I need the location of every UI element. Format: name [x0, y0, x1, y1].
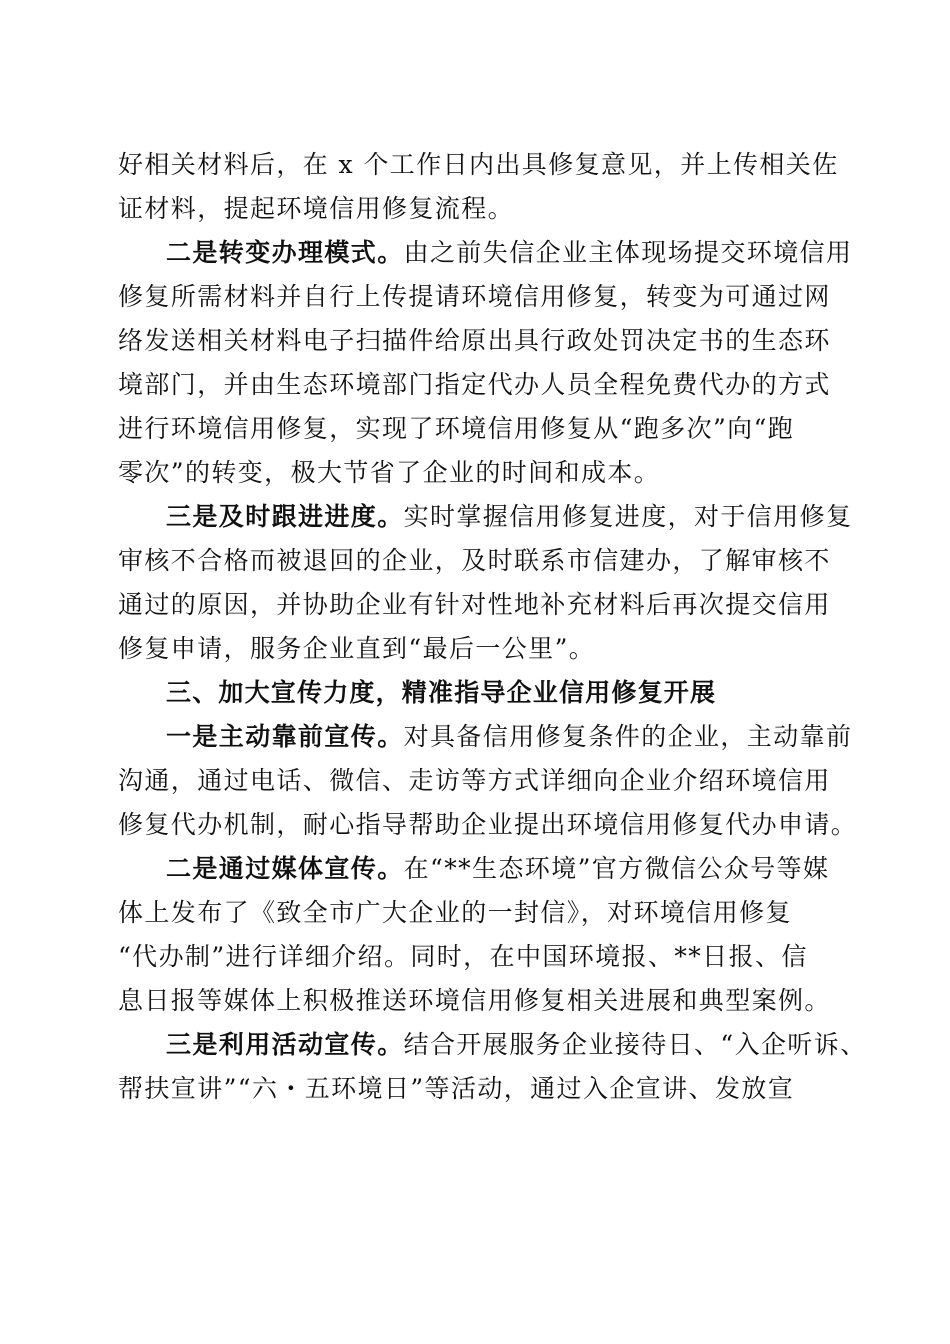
- text-line: 修复申请，服务企业直到“最后一公里”。: [118, 634, 596, 663]
- text-line: 修复所需材料并自行上传提请环境信用修复，转变为可通过网: [118, 282, 831, 311]
- text-line: 零次”的转变，极大节省了企业的时间和成本。: [118, 458, 661, 487]
- paragraph-line: [166, 852, 886, 886]
- text-line: 体上发布了《致全市广大企业的一封信》，对环境信用修复: [118, 898, 792, 927]
- text-span: 在“**生态环境”官方微信公众号等媒: [403, 854, 830, 883]
- text-span: 由之前失信企业主体现场提交环境信用: [403, 238, 853, 267]
- paragraph-lead: 一是主动靠前宣传。: [166, 722, 404, 751]
- text-line: 络发送相关材料电子扫描件给原出具行政处罚决定书的生态环: [118, 326, 831, 355]
- text-line: 息日报等媒体上积极推送环境信用修复相关进展和典型案例。: [118, 986, 831, 1015]
- text-span: 对具备信用修复条件的企业，主动靠前: [403, 722, 853, 751]
- text-line: “代办制”进行详细介绍。同时，在中国环境报、**日报、信: [118, 942, 808, 971]
- text-span: 实时掌握信用修复进度，对于信用修复: [403, 502, 853, 531]
- paragraph-lead: 三是利用活动宣传。: [166, 1030, 404, 1059]
- paragraph-line: [166, 236, 886, 270]
- text-line: 沟通，通过电话、微信、走访等方式详细向企业介绍环境信用: [118, 766, 831, 795]
- paragraph-lead: 三是及时跟进进度。: [166, 502, 404, 531]
- text-line: 审核不合格而被退回的企业，及时联系市信建办，了解审核不: [118, 546, 831, 575]
- section-heading: 三、加大宣传力度，精准指导企业信用修复开展: [166, 678, 717, 707]
- paragraph-lead: 二是通过媒体宣传。: [166, 854, 404, 883]
- paragraph-lead: 二是转变办理模式。: [166, 238, 404, 267]
- paragraph-line: [166, 720, 886, 754]
- text-line: 帮扶宣讲”“六・五环境日”等活动，通过入企宣讲、发放宣: [118, 1074, 795, 1103]
- text-line: 证材料，提起环境信用修复流程。: [118, 194, 515, 223]
- text-line: 好相关材料后，在 x 个工作日内出具修复意见，并上传相关佐: [118, 150, 839, 179]
- text-line: 进行环境信用修复，实现了环境信用修复从“跑多次”向“跑: [118, 414, 795, 443]
- text-line: 通过的原因，并协助企业有针对性地补充材料后再次提交信用: [118, 590, 831, 619]
- paragraph-line: [166, 1028, 886, 1062]
- text-line: 修复代办机制，耐心指导帮助企业提出环境信用修复代办申请。: [118, 810, 858, 839]
- text-span: 结合开展服务企业接待日、“入企听诉、: [403, 1030, 867, 1059]
- paragraph-line: [166, 500, 886, 534]
- text-line: 境部门，并由生态环境部门指定代办人员全程免费代办的方式: [118, 370, 831, 399]
